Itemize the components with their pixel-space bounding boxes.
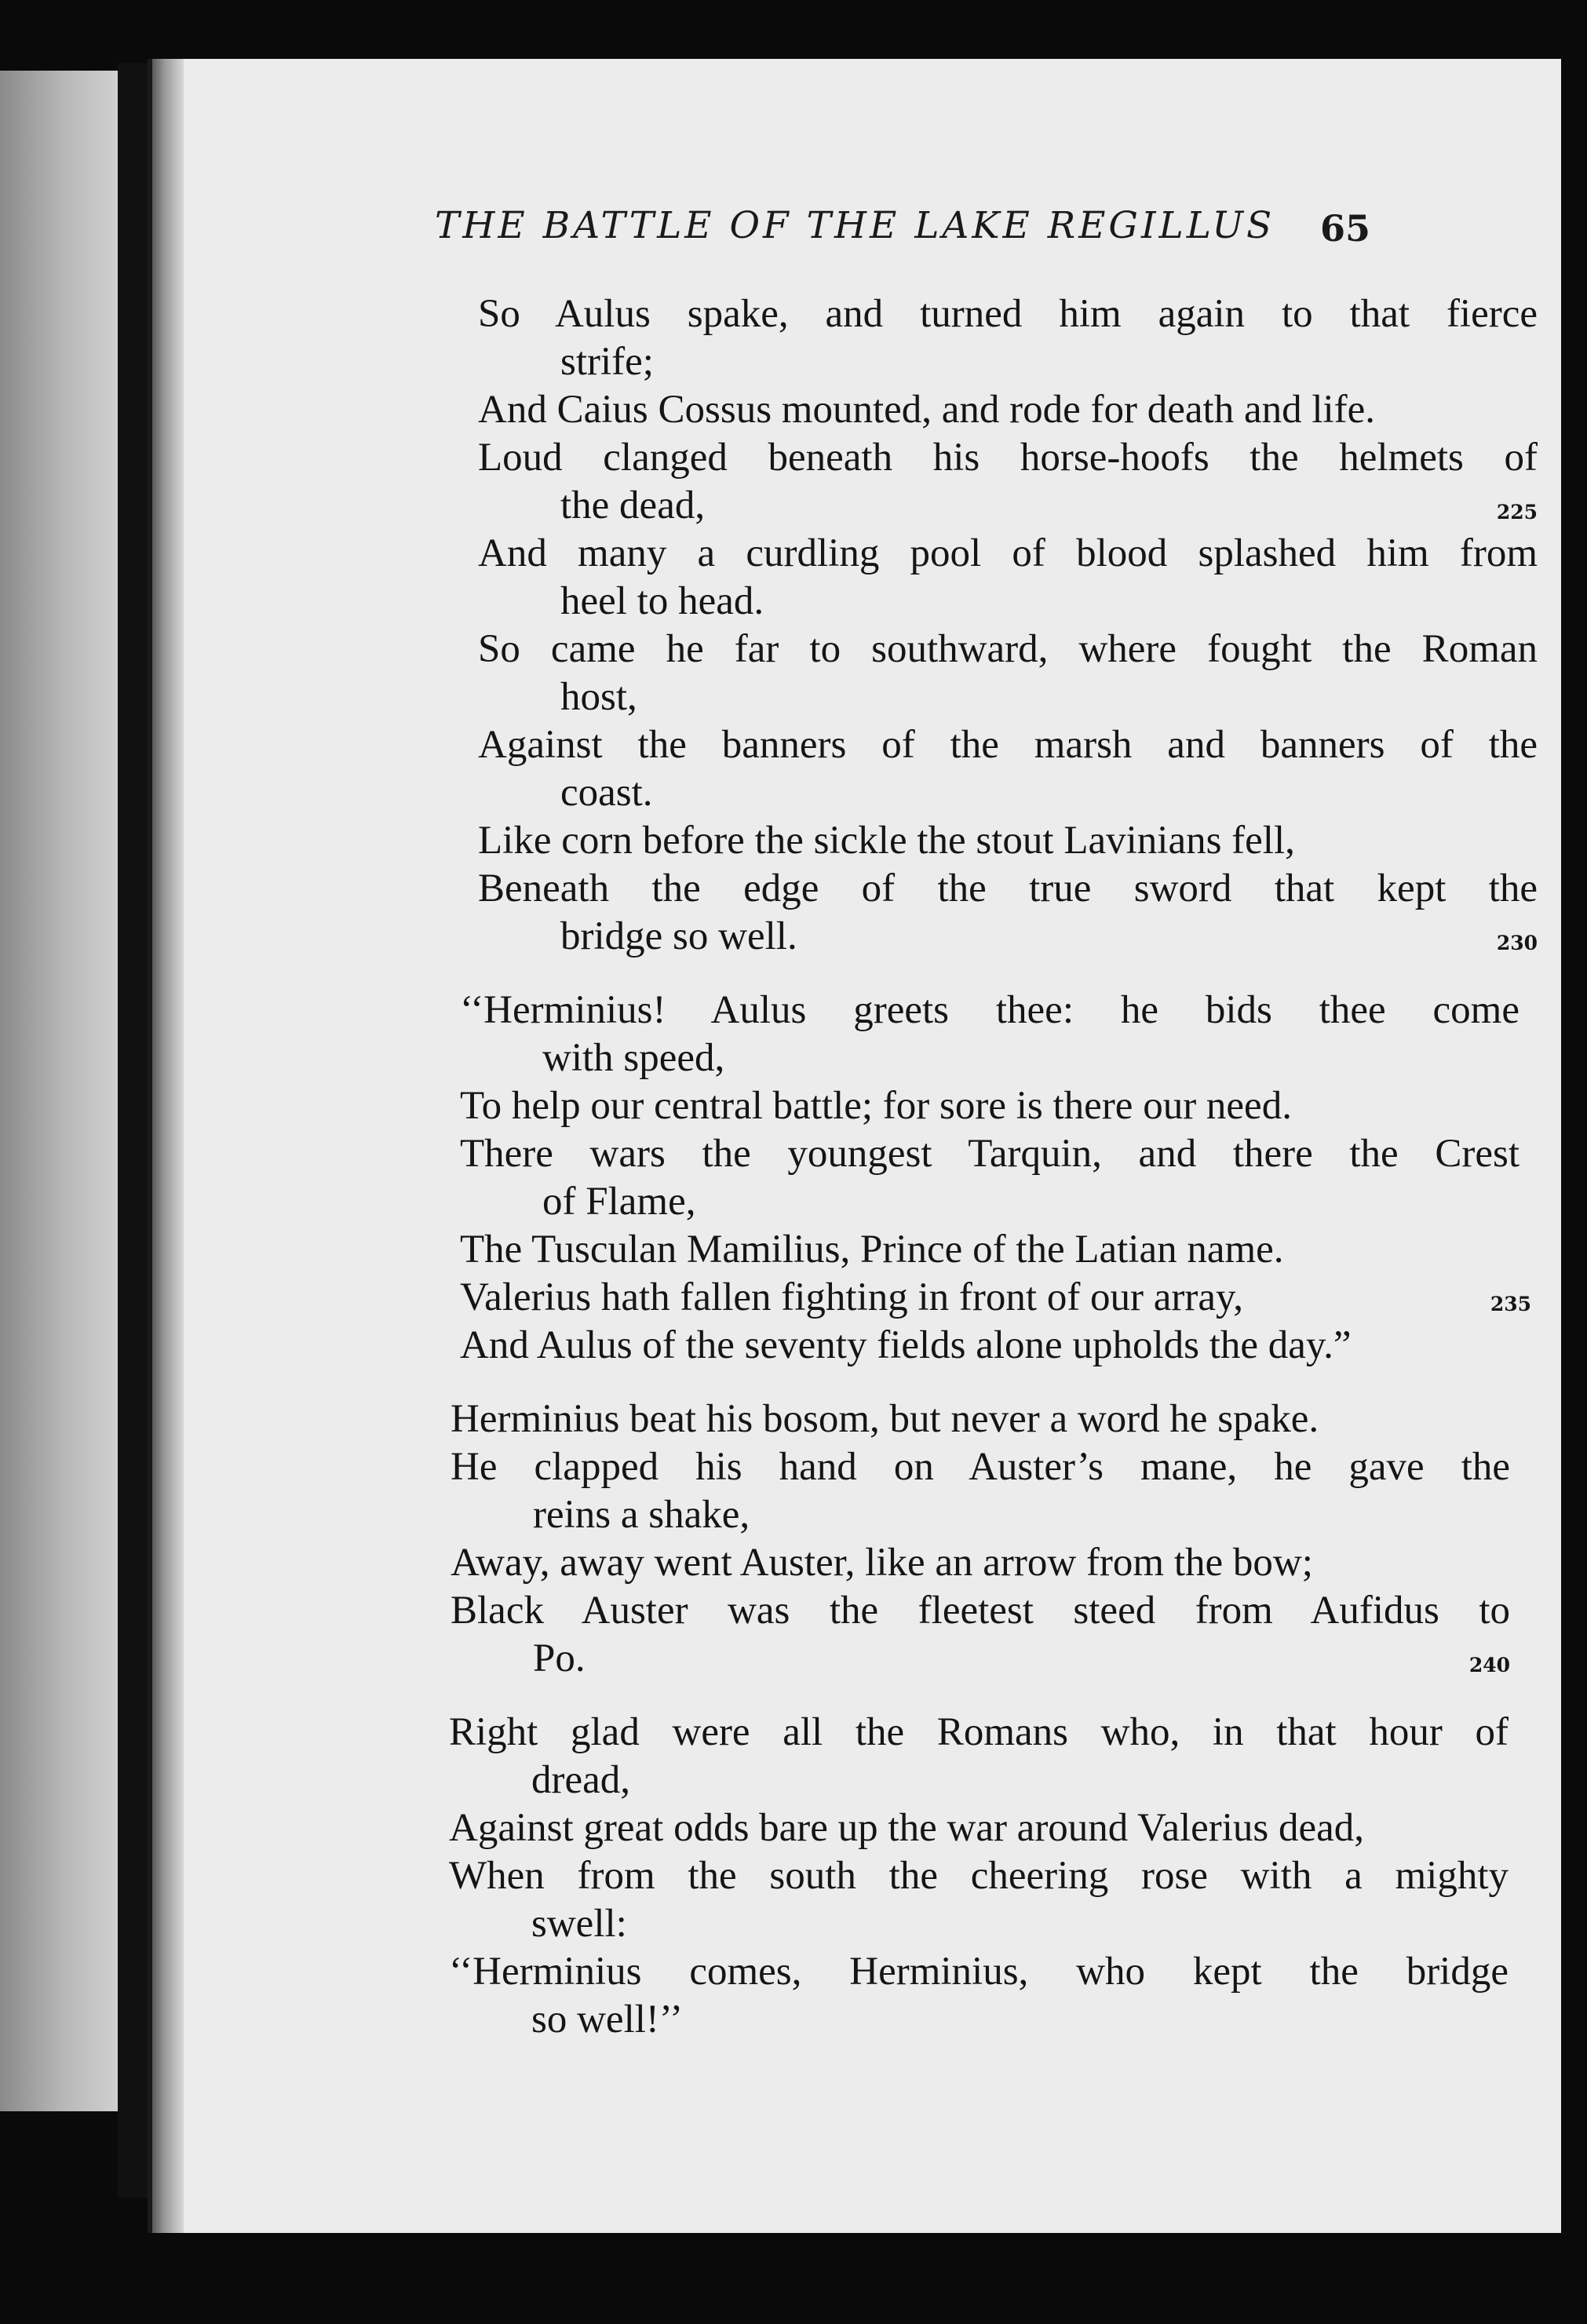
line-number: 230 (1496, 932, 1538, 954)
verse-text: He clapped his hand on Auster’s mane, he gave the (451, 1445, 1510, 1489)
verse-text: Loud clanged beneath his horse-hoofs the helmets of (478, 436, 1538, 480)
verse-text: coast. (560, 771, 653, 815)
verse-text: host, (560, 675, 637, 719)
verse-line (478, 290, 1538, 338)
verse-line (460, 1226, 1520, 1274)
verse-continuation (449, 1757, 1509, 1804)
verse-line (478, 386, 1538, 434)
line-number: 240 (1468, 1654, 1510, 1676)
verse-text: Against great odds bare up the war around Valerius dead, (449, 1806, 1365, 1850)
verse-text: swell: (531, 1902, 627, 1946)
previous-page-edge (0, 71, 118, 2111)
verse-line (451, 1539, 1510, 1587)
verse-text: Against the banners of the marsh and banners of the (478, 723, 1538, 767)
verse-text: strife; (560, 340, 654, 384)
verse-continuation (478, 769, 1538, 817)
poem-body (152, 290, 1561, 2070)
verse-line (460, 1274, 1531, 1322)
verse-text: the dead, (560, 483, 706, 527)
verse-text: The Tusculan Mamilius, Prince of the Latian name. (460, 1228, 1284, 1271)
verse-line (460, 1322, 1520, 1370)
verse-continuation (460, 1034, 1520, 1082)
verse-line (449, 1852, 1509, 1900)
verse-line (478, 721, 1538, 769)
verse-line (460, 1130, 1520, 1178)
verse-line (460, 987, 1520, 1034)
verse-text: To help our central battle; for sore is there our need. (460, 1084, 1292, 1128)
verse-text: Valerius hath fallen fighting in front of our array, (460, 1275, 1243, 1319)
running-head-title: THE BATTLE OF THE LAKE REGILLUS (435, 204, 1275, 247)
verse-continuation (451, 1491, 1510, 1539)
stanza (152, 290, 1561, 961)
verse-text: dread, (531, 1758, 631, 1802)
verse-text: Right glad were all the Romans who, in that hour of (449, 1710, 1509, 1754)
verse-continuation (451, 1635, 1510, 1683)
verse-line (478, 434, 1538, 482)
page-number: 65 (1320, 207, 1371, 250)
verse-line (451, 1395, 1510, 1443)
verse-text: Black Auster was the fleetest steed from Aufidus to (451, 1589, 1510, 1633)
verse-text: ‘‘Herminius comes, Herminius, who kept the bridge (449, 1950, 1509, 1994)
verse-line (451, 1443, 1510, 1491)
verse-text: So came he far to southward, where fought the Roman (478, 627, 1538, 671)
verse-text: Like corn before the sickle the stout Lavinians fell, (478, 819, 1295, 863)
verse-text: And Aulus of the seventy fields alone upholds the day.” (460, 1323, 1352, 1367)
verse-text: So Aulus spake, and turned him again to that fierce (478, 292, 1538, 336)
verse-continuation (460, 1178, 1520, 1226)
verse-line (478, 865, 1538, 913)
verse-line (449, 1948, 1509, 1996)
verse-line (478, 530, 1538, 578)
verse-line (451, 1587, 1510, 1635)
verse-text: so well!’’ (531, 1997, 684, 2041)
verse-continuation (478, 913, 1538, 961)
verse-text: There wars the youngest Tarquin, and there the Crest (460, 1132, 1520, 1176)
verse-text: reins a shake, (533, 1493, 750, 1537)
verse-continuation (449, 1996, 1509, 2044)
stanza (152, 1395, 1561, 1683)
verse-line (478, 626, 1538, 673)
verse-text: When from the south the cheering rose with a mighty (449, 1854, 1509, 1898)
verse-text: ‘‘Herminius! Aulus greets thee: he bids thee come (460, 988, 1520, 1032)
verse-text: And Caius Cossus mounted, and rode for death and life. (478, 388, 1376, 432)
verse-text: Herminius beat his bosom, but never a word he spake. (451, 1397, 1319, 1441)
verse-text: Away, away went Auster, like an arrow from the bow; (451, 1541, 1313, 1585)
verse-line (449, 1804, 1509, 1852)
running-head (152, 204, 1561, 275)
verse-line (478, 817, 1538, 865)
book-page (148, 59, 1561, 2233)
verse-continuation (478, 673, 1538, 721)
verse-continuation (478, 578, 1538, 626)
verse-line (449, 1709, 1509, 1757)
verse-text: And many a curdling pool of blood splashed him from (478, 531, 1538, 575)
verse-line (460, 1082, 1520, 1130)
verse-continuation (478, 338, 1538, 386)
verse-continuation (449, 1900, 1509, 1948)
stanza (152, 987, 1561, 1370)
verse-text: bridge so well. (560, 914, 797, 958)
stanza (152, 1709, 1561, 2044)
verse-text: Po. (533, 1636, 586, 1680)
verse-text: Beneath the edge of the true sword that kept the (478, 866, 1538, 910)
line-number: 235 (1490, 1293, 1531, 1315)
book-gutter (118, 63, 148, 2198)
verse-text: with speed, (542, 1036, 725, 1080)
verse-text: of Flame, (542, 1180, 696, 1224)
verse-text: heel to head. (560, 579, 764, 623)
line-number: 225 (1496, 501, 1538, 524)
verse-continuation (478, 482, 1538, 530)
